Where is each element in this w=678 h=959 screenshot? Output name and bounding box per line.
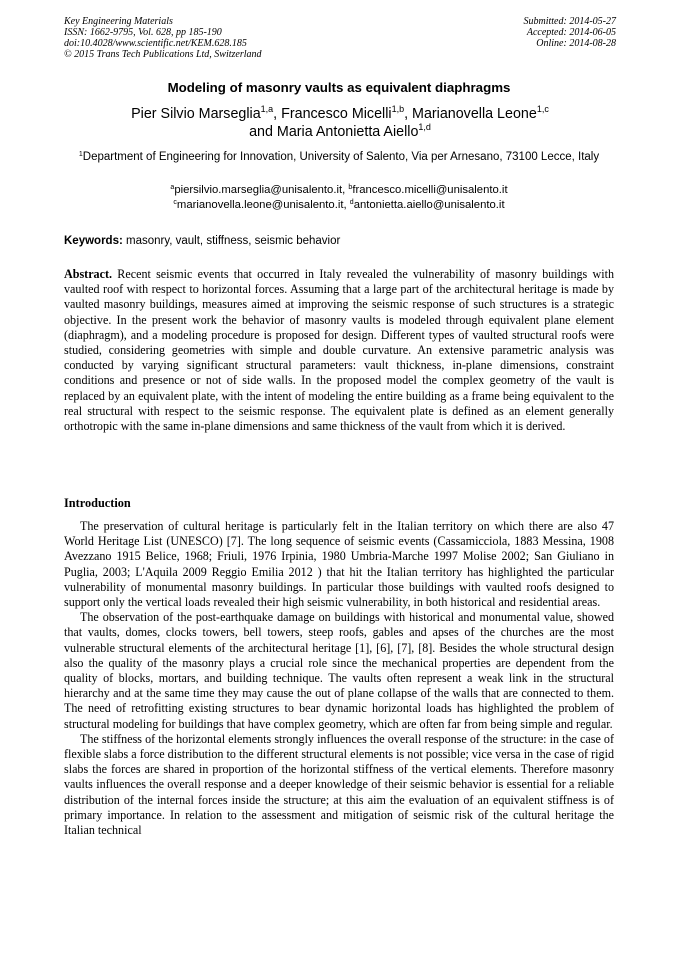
abstract-text: Recent seismic events that occurred in Italy revealed the vulnerability of masonry buildings with vaulted roof with respect to horizontal forces. Assuming that a large part of the architectural heritage is made by vaulted masonry buildings, measures aimed at improving the seismic response of such structures is a strategic objective. In the present work the behavior of masonry vaults is modeled through equivalent plane element (diaphragm), and a modeling procedure is proposed for design. Different types of vaulted structural roofs were studied, considering geometries with simple and double curvature. An extensive parametric analysis was conducted by varying significant structural parameters: vault thickness, in-plane dimensions, constraint conditions and presence or not of side walls. In the proposed model the complex geometry of the vault is replaced by an equivalent plate, with the intent of modeling the entire building as a frame being equivalent to the real structural with respect to the seismic response. The equivalent plate is defined as an element generally orthotropic with the same in-plane dimensions and same thickness of the vault from which it is derived. [64, 267, 614, 434]
online-date: Online: 2014-08-28 [536, 38, 616, 49]
author-affiliation-mark: 1,a [260, 104, 274, 114]
email-link[interactable]: francesco.micelli@unisalento.it [352, 184, 508, 196]
journal-name: Key Engineering Materials [64, 16, 173, 27]
email-mark: c [173, 198, 177, 206]
affiliation-mark: 1 [78, 151, 83, 158]
introduction-body [64, 519, 614, 838]
email-mark: b [348, 184, 353, 191]
paragraph: The stiffness of the horizontal elements strongly influences the overall response of the structure: in the case of flexible slabs a force distribution to the different structural elements is not possible; vice versa in the case of rigid slabs the forces are shared in proportion of the horizontal stiffness of the vertical elements. Therefore masonry vaults influences the overall response and a deeper knowledge of their seismic behavior is essential for a reliable distribution of the internal forces inside the structure; at this aim the evaluation of an equivalent stiffness is of primary importance. In relation to the assessment and mitigation of seismic risk of the cultural heritage the Italian technical [64, 731, 614, 838]
author-list [60, 105, 620, 141]
abstract [64, 267, 614, 434]
dates-header [524, 16, 617, 49]
submitted-date: Submitted: 2014-05-27 [523, 16, 616, 27]
affiliation-text: Department of Engineering for Innovation, University of Salento, Via per Arnesano, 73100 Lecce, Italy [82, 151, 600, 163]
author-affiliation-mark: 1,b [391, 104, 405, 114]
introduction-heading: Introduction [64, 496, 131, 510]
copyright-line: © 2015 Trans Tech Publications Ltd, Switzerland [64, 49, 262, 60]
issn-line: ISSN: 1662-9795, Vol. 628, pp 185-190 [64, 27, 222, 38]
keywords-label: Keywords: [64, 235, 123, 247]
email-link[interactable]: marianovella.leone@unisalento.it [176, 198, 344, 211]
keywords-text: masonry, vault, stiffness, seismic behavior [126, 235, 341, 247]
email-link[interactable]: antonietta.aiello@unisalento.it [353, 198, 505, 211]
author-name: Pier Silvio Marseglia [131, 106, 261, 122]
author-affiliation-mark: 1,c [536, 104, 549, 114]
abstract-label: Abstract. [64, 267, 113, 281]
author-separator: , [404, 106, 413, 122]
email-list [62, 183, 616, 212]
paper-title: Modeling of masonry vaults as equivalent diaphragms [167, 80, 511, 95]
email-separator: , [342, 184, 349, 196]
author-name: Marianovella Leone [412, 106, 537, 122]
author-name: Maria Antonietta Aiello [276, 124, 419, 140]
author-separator: , [273, 106, 282, 122]
author-affiliation-mark: 1,d [418, 122, 431, 132]
paragraph: The observation of the post-earthquake damage on buildings with historical and monumental value, showed that vaults, domes, clocks towers, bell towers, steep roofs, gables and apses of the churches are the most vulnerable structural elements of the architectural heritage [1], [6], [7], [8]. Besides the whole structural design also the quality of the masonry plays a crucial role since the mechanical properties are dependent from the quality of blocks, mortars, and building technique. The vaults often represent a weak link in the structural hierarchy and at the same time they may cause the out of plane collapse of the walls that are connected to them. The need of retrofitting existing structures to bear dynamic horizontal loads has highlighted the problem of structural modeling for buildings that have complex geometry, which are often far from being simple and regular. [64, 610, 614, 731]
email-link[interactable]: piersilvio.marseglia@unisalento.it [174, 184, 343, 196]
author-name: Francesco Micelli [281, 106, 392, 122]
email-separator: , [343, 198, 350, 211]
email-mark: d [349, 198, 354, 206]
affiliation [62, 150, 616, 165]
accepted-date: Accepted: 2014-06-05 [526, 27, 616, 38]
email-mark: a [170, 184, 175, 191]
doi-link[interactable]: doi:10.4028/www.scientific.net/KEM.628.185 [64, 38, 247, 49]
paragraph: The preservation of cultural heritage is particularly felt in the Italian territory on which there are also 47 World Heritage List (UNESCO) [7]. The long sequence of seismic events (Cassamicciola, 1883 Messina, 1908 Avezzano 1915 Belice, 1968; Friuli, 1976 Irpinia, 1980 Umbria-Marche 1997 Molise 2002; San Giuliano in Puglia, 2003; L'Aquila 2009 Reggio Emilia 2012 ) that hit the Italian territory has highlighted the particular vulnerability of monumental masonry buildings. In particular those buildings with vaulted roofs designed to support only the vertical loads revealed their high seismic vulnerability, in both historical and residential areas. [64, 519, 614, 610]
journal-info-header [64, 16, 262, 60]
author-separator: and [249, 124, 277, 140]
keywords-line [64, 235, 616, 247]
